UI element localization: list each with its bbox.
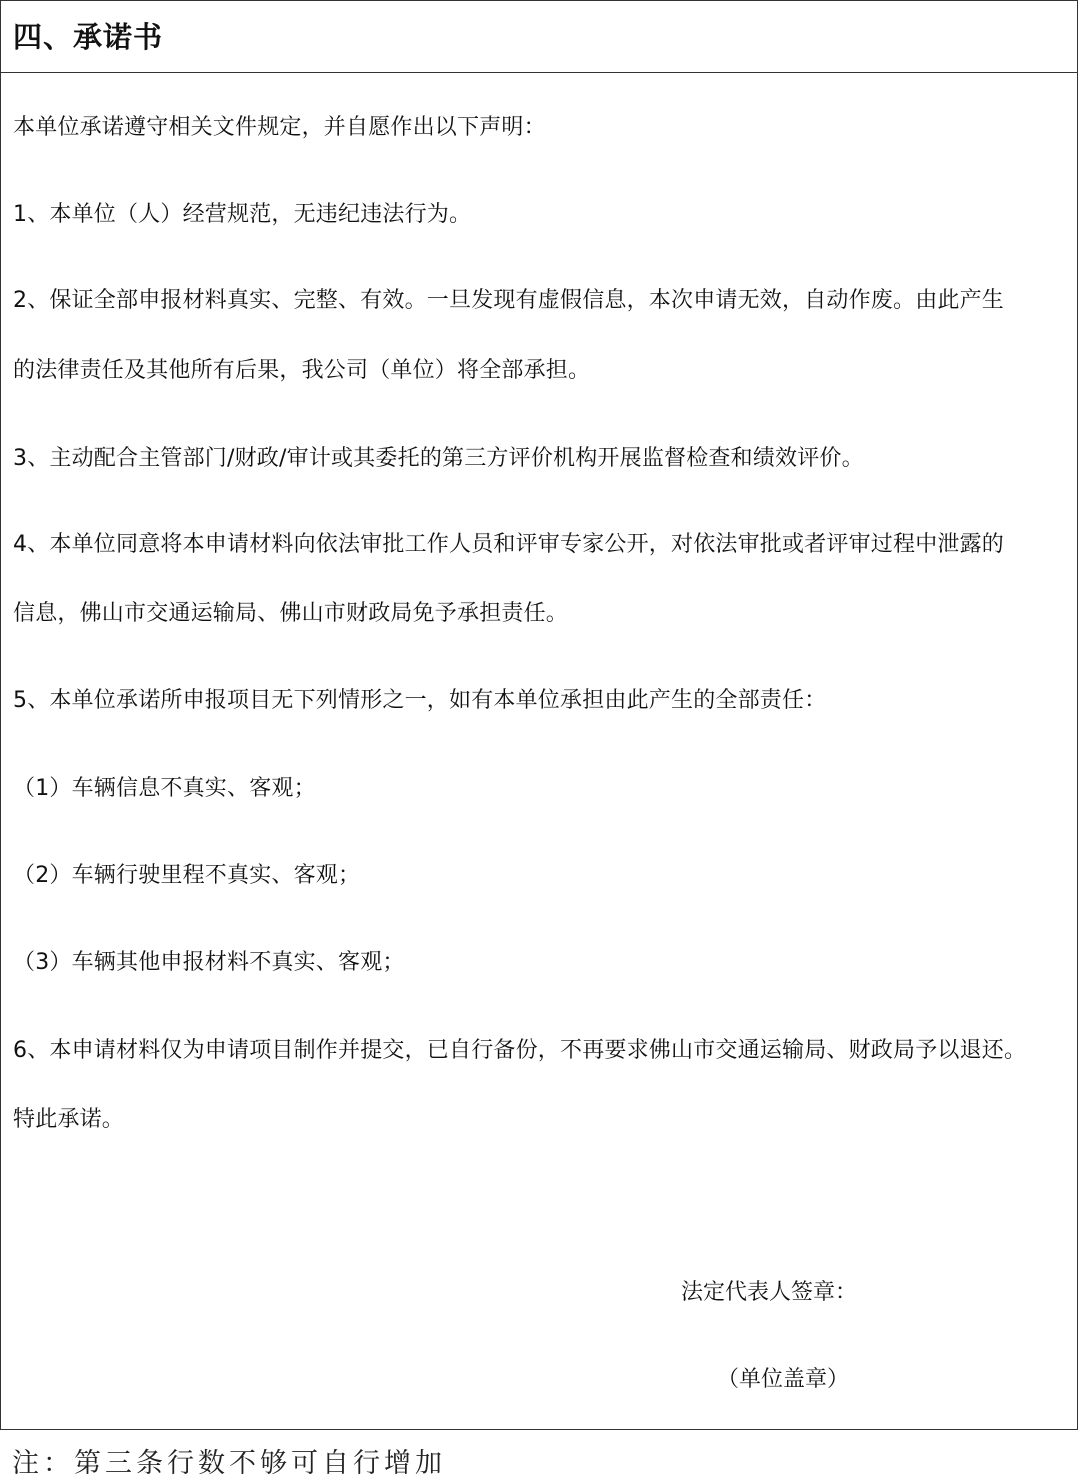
commitment-item-2-line-2: 的法律责任及其他所有后果，我公司（单位）将全部承担。 (13, 358, 591, 383)
footer-note: 注：第三条行数不够可自行增加 (12, 1448, 446, 1479)
intro-statement: 本单位承诺遵守相关文件规定，并自愿作出以下声明： (13, 115, 546, 140)
commitment-item-5: 5、本单位承诺所申报项目无下列情形之一，如有本单位承担由此产生的全部责任： (13, 688, 827, 713)
commitment-item-5-sub-2: （2）车辆行驶里程不真实、客观； (13, 863, 361, 888)
commitment-item-6: 6、本申请材料仅为申请项目制作并提交，已自行备份，不再要求佛山市交通运输局、财政局予以退还。 (13, 1038, 1027, 1063)
commitment-item-5-sub-3: （3）车辆其他申报材料不真实、客观； (13, 950, 405, 975)
commitment-item-5-sub-1: （1）车辆信息不真实、客观； (13, 776, 316, 801)
closing-statement: 特此承诺。 (13, 1107, 125, 1132)
page-title: 四、承诺书 (13, 20, 164, 54)
commitment-item-4-line-1: 4、本单位同意将本申请材料向依法审批工作人员和评审专家公开，对依法审批或者评审过程中泄露的 (13, 532, 1005, 557)
commitment-item-1: 1、本单位（人）经营规范，无违纪违法行为。 (13, 202, 472, 227)
commitment-item-4-line-2: 信息，佛山市交通运输局、佛山市财政局免予承担责任。 (13, 601, 569, 626)
form-header (1, 1, 1077, 73)
commitment-item-2-line-1: 2、保证全部申报材料真实、完整、有效。一旦发现有虚假信息，本次申请无效，自动作废。由此产生 (13, 288, 1005, 313)
commitment-item-3: 3、主动配合主管部门/财政/审计或其委托的第三方评价机构开展监督检查和绩效评价。 (13, 446, 864, 471)
unit-seal-label: （单位盖章） (717, 1367, 850, 1392)
legal-representative-signature-label: 法定代表人签章： (681, 1280, 858, 1305)
